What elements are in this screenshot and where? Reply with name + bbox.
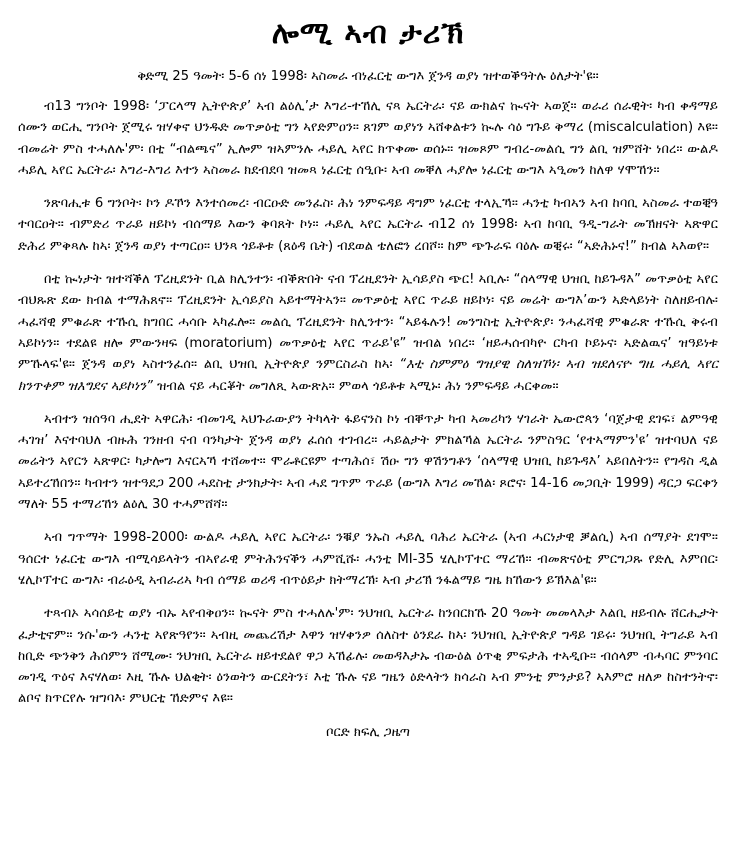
paragraph-text: ኣብተን ዝሰዓባ ሒደት ኣዋርሕ፡ ብመገዲ ኣህጉራውያን ትካላት ፋይናንስ ኮነ ብቐጥታ ካብ ኣመሪካን ሃገራት ኤውሮጳን ‘ባጀታዊ ደገፍ፣ ልምዓዊ ሓገዝ’ እናተባህለ ብዙሕ ገንዘብ ናብ ባንካታት ጀንዳ ወያነ ፈሰሰ ተገብረ። ሓይልታት ምክልኻል ኤርትራ ንምስዓር ‘የተኣማምን'ዩ’ ዝተባህለ ናይ መሬትን ኣየርን ኣጽዋር፡ ካታሎግ እናርኣኻ ተሸመተ። ሞራቶርዩም ተጣሕሰ፣ ሽዑ ግን ዋሽንግቶን ‘ሰላማዊ ህዝቢ ከይጉዳእ’ ኣይበለትን። የግዳስ ዲል ኣይተረኸበን። ካብተን ዝተዓደጋ 200 ሓደስቲ ታንክታት፡ ኣብ ሓደ ግጥም ጥራይ (ውግእ እግሪ መኸል፡ ጾሮና፡ 14-16 መጋቢት 1999) ዳርጋ ፍርቀን ማለት 55 ተማሪኸን ልዕሊ 30 ተሓምሸሻ። (18, 411, 718, 513)
article-paragraph (18, 269, 718, 397)
italic-quote: “እቲ ስምምዕ ግዝያዊ ስለዝኾነ፡ ኣብ ዝደለናዮ ግዜ ሓይሊ ኣየር ክንጥቀም ዝእግደና ኣይኮነን” (18, 357, 718, 394)
paragraph-text: ንጽባሒቱ 6 ግንቦት፡ ኮን ዶኾን እንተሰመረ፡ ብርዑድ መንፈስ፡ ሕነ ንምፍዳይ ዳግም ነፈርቲ ተላኢኻ። ሓንቲ ካብኣን ኣብ ከባቢ ኣስመራ ተወቒዓ ተባርዐት። ብምድሪ ጥራይ ዘይኮነ ብሰማይ እውን ቅባጸት ኮነ። ሓይሊ ኣየር ኤርትራ ብ12 ሰነ 1998፡ ኣብ ከባቢ ዓዲ-ግራት መኽዘናት ኣጽዋር ድሕሪ ምቅጻሉ ከኣ፡ ጀንዳ ወያነ ተጣርዐ። ህንጻ ጎይቶቱ (ጸዕዳ ቤት) ብደወል ቴለፎን ረበሾ። ከም ጭጉራፍ ባዕሉ ወቒሩ፡ “ኣድሕኑና!” ክብል ኣእወየ። (18, 196, 718, 254)
article-signature: ቦርድ ክፍሊ ጋዜጣ (326, 724, 410, 740)
article-paragraph (18, 603, 718, 709)
paragraph-text: ብ13 ግንቦት 1998፡ ‘ፓርላማ ኢትዮጵያ’ ኣብ ልዕሊ’ታ እግሪ-ተኸሊ ናጻ ኤርትራ፡ ናይ ውክልና ኲናት ኣወጀ። ወራሪ ሰራዊት፡ ካብ ቀዳማይ ሰሙን ወርሒ ግንቦት ጀሚሩ ዝሃቀኖ ህንዱድ መጥቃዕቲ ግን ኣየድምዐን። ጸገም ወያነን ኣሸቀልቱን ኲሉ ሳዕ ግጉይ ቅማረ (miscalculation) እዩ። ብመሬት ምስ ተሓለሉ'ም፡ በቲ “ብልጫና” ኢሎም ዝኣምንሉ ሓይሊ ኣየር ክጥቀሙ ወሰኑ። ዝመጾም ግብረ-መልሲ ግን ልቢ ዝምሸት ነበረ። ውልዶ ሓይሊ ኣየር ኤርትራ፡ እግሪ-እግሪ እተን ኣስመራ ክደብደባ ዝመጻ ነፈርቲ ሰዒቡ፡ ኣብ መቐለ ሓያሎ ነፈርቲ ውግእ ኣዒመን ከለዋ ሃሞኸን። (18, 99, 718, 178)
article-paragraph (18, 527, 718, 591)
article-paragraph (18, 96, 718, 181)
paragraph-text: በቲ ኲነታት ዝተሻቕለ ፕረዚደንት ቢል ክሊንተን፡ ብቕጽበት ናብ ፕረዚደንት ኢሳይያስ ጭር! ኣቢሉ፡ “ሰላማዊ ህዝቢ ከይጉዳእ” መጥቃዕቲ ኣየር ብህጹጽ ደው ክብል ተማሕጸኖ። ፕረዚደንት ኢሳይያስ ኣይተማትኣን። መጥቃዕቲ ኣየር ጥራይ ዘይኮነ፡ ናይ መሬት ውግእ’ውን ኣድላይነት ስለዘይብሉ፡ ሓፈሻዊ ምቁራጽ ተኹሲ ክግበር ሓሳቡ ኣካፈሎ። መልሲ ፕረዚደንት ክሊንተን፡ “ኣይፋሉን! መንግስቲ ኢትዮጵያ፡ ንሓፈሻዊ ምቁራጽ ተኹሲ ቅሩብ ኣይኮነን። ተደልዩ ዘሎ ምውንዛፍ (moratorium) መጥቃዕቲ ኣየር ጥራይ'ዩ” ዝብል ነበረ። ‘ዘይሓሰብካዮ ርካብ ኮይኑና፡ ኣድልዉና’ ዝዓይነቱ ምኹላፍ'ዩ። ጀንዳ ወያነ ኣስተንፈሰ። ልቢ ህዝቢ ኢትዮጵያ ንምርስራስ ከኣ፡ (18, 272, 718, 373)
article-body (18, 96, 718, 710)
paragraph-text: ተጻብኦ ኣሳሰይቲ ወያነ ብኡ ኣየብቅዐን። ኲናት ምስ ተሓለሉ'ም፡ ንህዝቢ ኤርትራ ከንበርክኹ 20 ዓመት መመላእታ እልቢ ዘይብሉ ሸርሒታት ፈታቲኖም። ንሱ'ውን ሓንቲ ኣየጽዓየን። ኣብዚ መጨረሽታ እዋን ዝሃቀንዎ ሰለስተ ዕንደራ ከኣ፡ ንህዝቢ ኢትዮጵያ ግዳይ ገይሩ፡ ንህዝቢ ትግራይ ኣብ ከቢድ ጭንቅን ሕሰምን ሸሚሙ፡ ንህዝቢ ኤርትራ ዘይተደልየ ዋጋ ኣኸፊሉ፡ መወዳእታኡ ብውዕል ዕጥቂ ምፍታሕ ተኣዲቡ። ብሰላም ብሓባር ምንባር መገዲ ጥዕና እናሃለወ፡ እዚ ኹሉ ህልቂት፡ ዕንወትን ውርደትን፣ እቲ ኹሉ ናይ ግዜን ዕድላትን ክሳራስ ኣብ ምንቲ ምንታይ? ኣእምሮ ዘለዎ ከስተንትኖ፡ ልቦና ክጥርየሉ ዝግባእ፡ ምህርቲ ኸድምና እዩ። (18, 606, 718, 707)
article-subtitle: ቅድሚ 25 ዓመት፡ 5-6 ሰነ 1998፡ ኣስመራ ብነፈርቲ ውግእ ጀንዳ ወያነ ዝተወቕዓትሉ ዕለታት'ዩ። (137, 69, 599, 84)
paragraph-text: ዝብል ናይ ሓርቖት መግለጺ ኣውጽአ። ምወላ ጎይቶቱ ኣሚኑ፡ ሕነ ንምፍዳይ ሓርቀመ። (152, 378, 559, 394)
paragraph-text: ኣብ ግጥማት 1998-2000፡ ውልዶ ሓይሊ ኣየር ኤርትራ፡ ንቑያ ንኡስ ሓይሊ ባሕሪ ኤርትራ (ኣብ ሓርነታዊ ቓልሲ) ኣብ ሰማያት ደገሞ። ዓሰርተ ነፈርቲ ውግእ ብሚሳይላትን ብኣየራዊ ምትሕንናቕን ሓምሺሹ፡ ሓንቲ MI-35 ሄሊኮፕተር ማረኸ። ብመጽናዕቲ ምርግጋጹ የድሊ እምበር፡ ሄሊኮፕተር ውግእ፡ ብራዕዲ ኣብራሪኣ ካብ ሰማይ ወሪዳ ብጥዕይታ ክትማረኽ፡ ኣብ ታሪኽ ንፋልማይ ግዜ ክኸውን ይኽእል'ዩ። (18, 530, 718, 588)
article-paragraph (18, 193, 718, 257)
article-title: ሎሚ ኣብ ታሪኽ (271, 16, 465, 51)
article-paragraph (18, 409, 718, 515)
